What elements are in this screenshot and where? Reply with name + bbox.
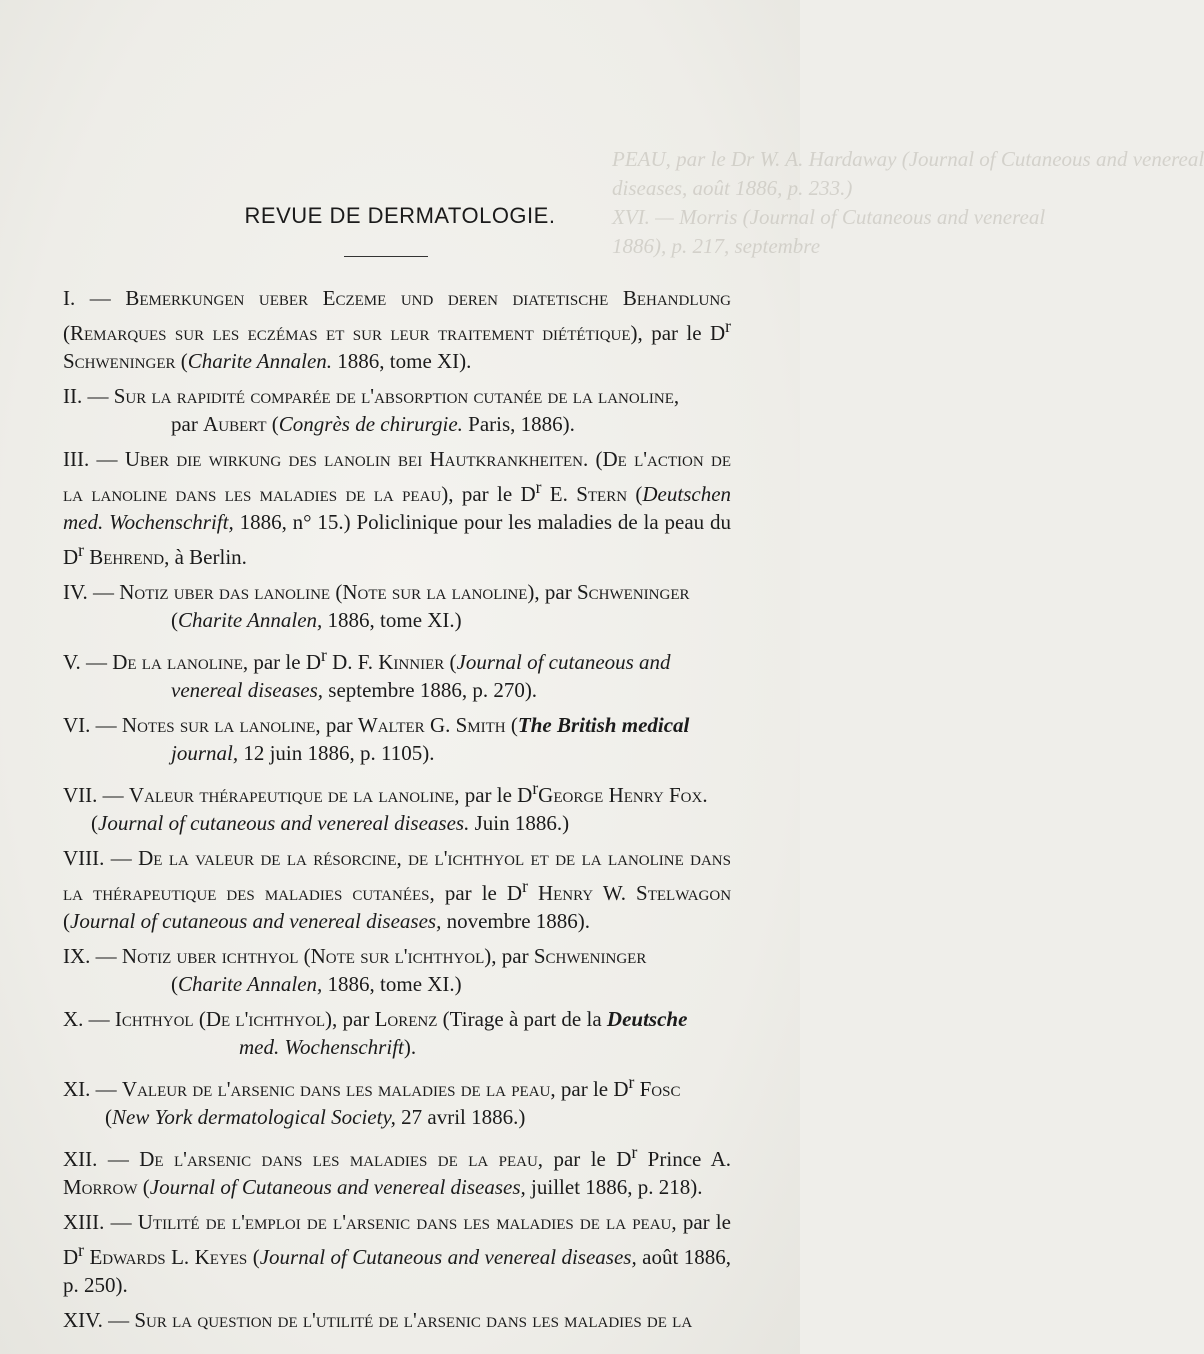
bibliography-entry: III. — Uber die wirkung des lanolin bei Hautkrankheiten. (De l'action de la lanoline dans les maladies de la peau), par le $D^r$ E. Stern (Deutschen med. Wochenschrift, 1886, n° 15.) Policlinique pour les maladies de la peau du $D^r$ Behrend, à Berlin. [63, 447, 732, 569]
bibliography-entry: I. — Bemerkungen ueber Eczeme und deren diatetische Behandlung (Remarques sur les eczémas et sur leur traitement diététique), par le $D^r$ Schweninger (Charite Annalen. 1886, tome XI). [63, 286, 731, 373]
bibliography-entry: X. — Ichthyol (De l'ichthyol), par Lorenz (Tirage à part de la Deutsche med. Wochenschrift). [63, 1007, 688, 1059]
bleed-through-line: XVI. — Morris (Journal of Cutaneous and venereal [612, 205, 1046, 229]
bibliography-entry: IV. — Notiz uber das lanoline (Note sur la lanoline), par Schweninger (Charite Annalen, 1886, tome XI.) [63, 580, 690, 632]
bibliography-entry: IX. — Notiz uber ichthyol (Note sur l'ichthyol), par Schweninger (Charite Annalen, 1886, tome XI.) [63, 944, 647, 996]
bibliography-entry: XI. — Valeur de l'arsenic dans les maladies de la peau, par le $D^r$ Fosc (New York dermatological Society, 27 avril 1886.) [63, 1072, 681, 1129]
title-divider [344, 256, 428, 257]
bibliography-entry: XIII. — Utilité de l'emploi de l'arsenic dans les maladies de la peau, par le $D^r$ Edwards L. Keyes (Journal of Cutaneous and venereal diseases, août 1886, p. 250). [63, 1210, 732, 1297]
bleed-through-line: 1886), p. 217, septembre [612, 234, 821, 258]
bleed-through-line: PEAU, par le Dr W. A. Hardaway (Journal of Cutaneous and venereal [612, 147, 1204, 171]
bibliography-entry: VII. — Valeur thérapeutique de la lanoline, par le $D^rGeorge$ Henry Fox. (Journal of cutaneous and venereal diseases. Juin 1886.) [63, 778, 708, 835]
bleed-through-line: diseases, août 1886, p. 233.) [612, 176, 853, 200]
bibliography-list [63, 284, 731, 1341]
bibliography-entry: II. — Sur la rapidité comparée de l'absorption cutanée de la lanoline, par Aubert (Congrès de chirurgie. Paris, 1886). [63, 384, 680, 436]
bibliography-entry: VIII. — De la valeur de la résorcine, de l'ichthyol et de la lanoline dans la thérapeutique des maladies cutanées, par le $D^r$ Henry W. Stelwagon (Journal of cutaneous and venereal diseases, novembre 1886). [63, 846, 732, 933]
bibliography-entry: V. — De la lanoline, par le $D^r$ D. F. Kinnier (Journal of cutaneous and venereal diseases, septembre 1886, p. 270). [63, 645, 671, 702]
bibliography-entry: VI. — Notes sur la lanoline, par Walter G. Smith (The British medical journal, 12 juin 1886, p. 1105). [63, 713, 690, 765]
page-title: REVUE DE DERMATOLOGIE. [244, 203, 556, 228]
bibliography-entry: XIV. — Sur la question de l'utilité de l'arsenic dans les maladies de la [63, 1308, 693, 1332]
bibliography-entry: XII. — De l'arsenic dans les maladies de la peau, par le $D^r$ Prince A. Morrow (Journal of Cutaneous and venereal diseases, juillet 1886, p. 218). [63, 1142, 732, 1199]
